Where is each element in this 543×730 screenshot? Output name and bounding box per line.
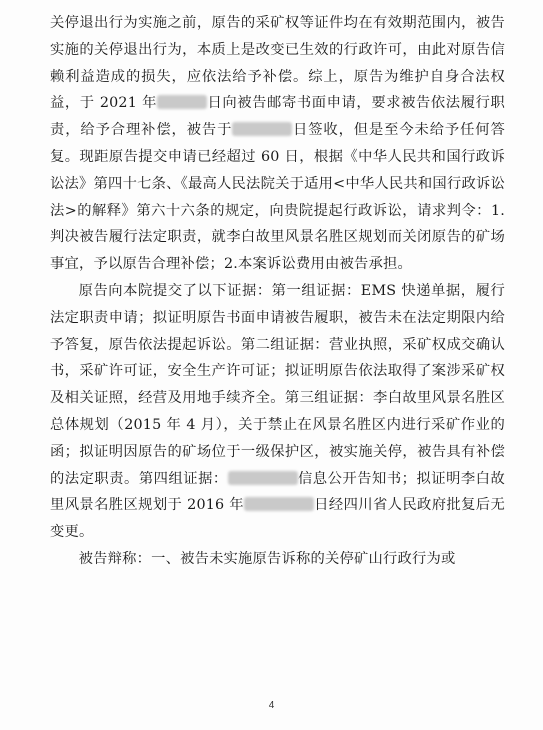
paragraph-defendant-defense bbox=[50, 546, 505, 573]
redacted-date bbox=[232, 122, 292, 136]
redacted-date bbox=[157, 95, 207, 109]
redacted-party bbox=[228, 471, 298, 485]
text-segment: 关停退出行为实施之前，原告的采矿权等证件均在有效期范围内，被告实施的关停退出行为，本质上是改变已生效的行政许可，由此对原告信赖利益造成的损失，应依法给予补偿。综上，原告为维护自身合法权益，于 2021 年 bbox=[50, 15, 505, 112]
text-segment: 被告辩称：一、被告未实施原告诉称的关停矿山行政行为或 bbox=[78, 550, 456, 567]
text-segment: 信息公开告知书；拟证明李白故里风景名胜区规划于 2016 年 bbox=[50, 470, 505, 514]
text-segment: 日向被告邮寄书面申请，要求被告依法履行职责，给予合理补偿，被告于 bbox=[50, 95, 505, 139]
body-text bbox=[50, 10, 505, 573]
page-number: 4 bbox=[268, 700, 275, 711]
paragraph-plaintiff-evidence bbox=[50, 278, 505, 546]
text-segment: 原告向本院提交了以下证据：第一组证据：EMS 快递单据，履行法定职责申请；拟证明原告书面申请被告履职，被告未在法定期限内给予答复，原告依法提起诉讼。第二组证据：营业执照，采矿权成交确认书，采矿许可证，安全生产许可证；拟证明原告依法取得了案涉采矿权及相关证照，经营及用地手续齐全。第三组证据：李白故里风景名胜区总体规划（2015 年 4 月），关于禁止在风景名胜区内进行采矿作业的函；拟证明因原告的矿场位于一级保护区，被实施关停，被告具有补偿的法定职责。第四组证据： bbox=[50, 282, 505, 487]
text-segment: 日签收，但是至今未给予任何答复。现距原告提交申请已经超过 60 日，根据《中华人民共和国行政诉讼法》第四十七条、《最高人民法院关于适用<中华人民共和国行政诉讼法>的解释》第六十六条的规定，向贵院提起行政诉讼，请求判令：1.判决被告履行法定职责，就李白故里风景名胜区规划而关闭原告的矿场事宜，予以原告合理补偿；2.本案诉讼费用由被告承担。 bbox=[50, 122, 505, 273]
paragraph-plaintiff-claims bbox=[50, 10, 505, 278]
text-segment: 日经四川省人民政府批复后无变更。 bbox=[50, 497, 505, 541]
redacted-date bbox=[244, 497, 314, 511]
